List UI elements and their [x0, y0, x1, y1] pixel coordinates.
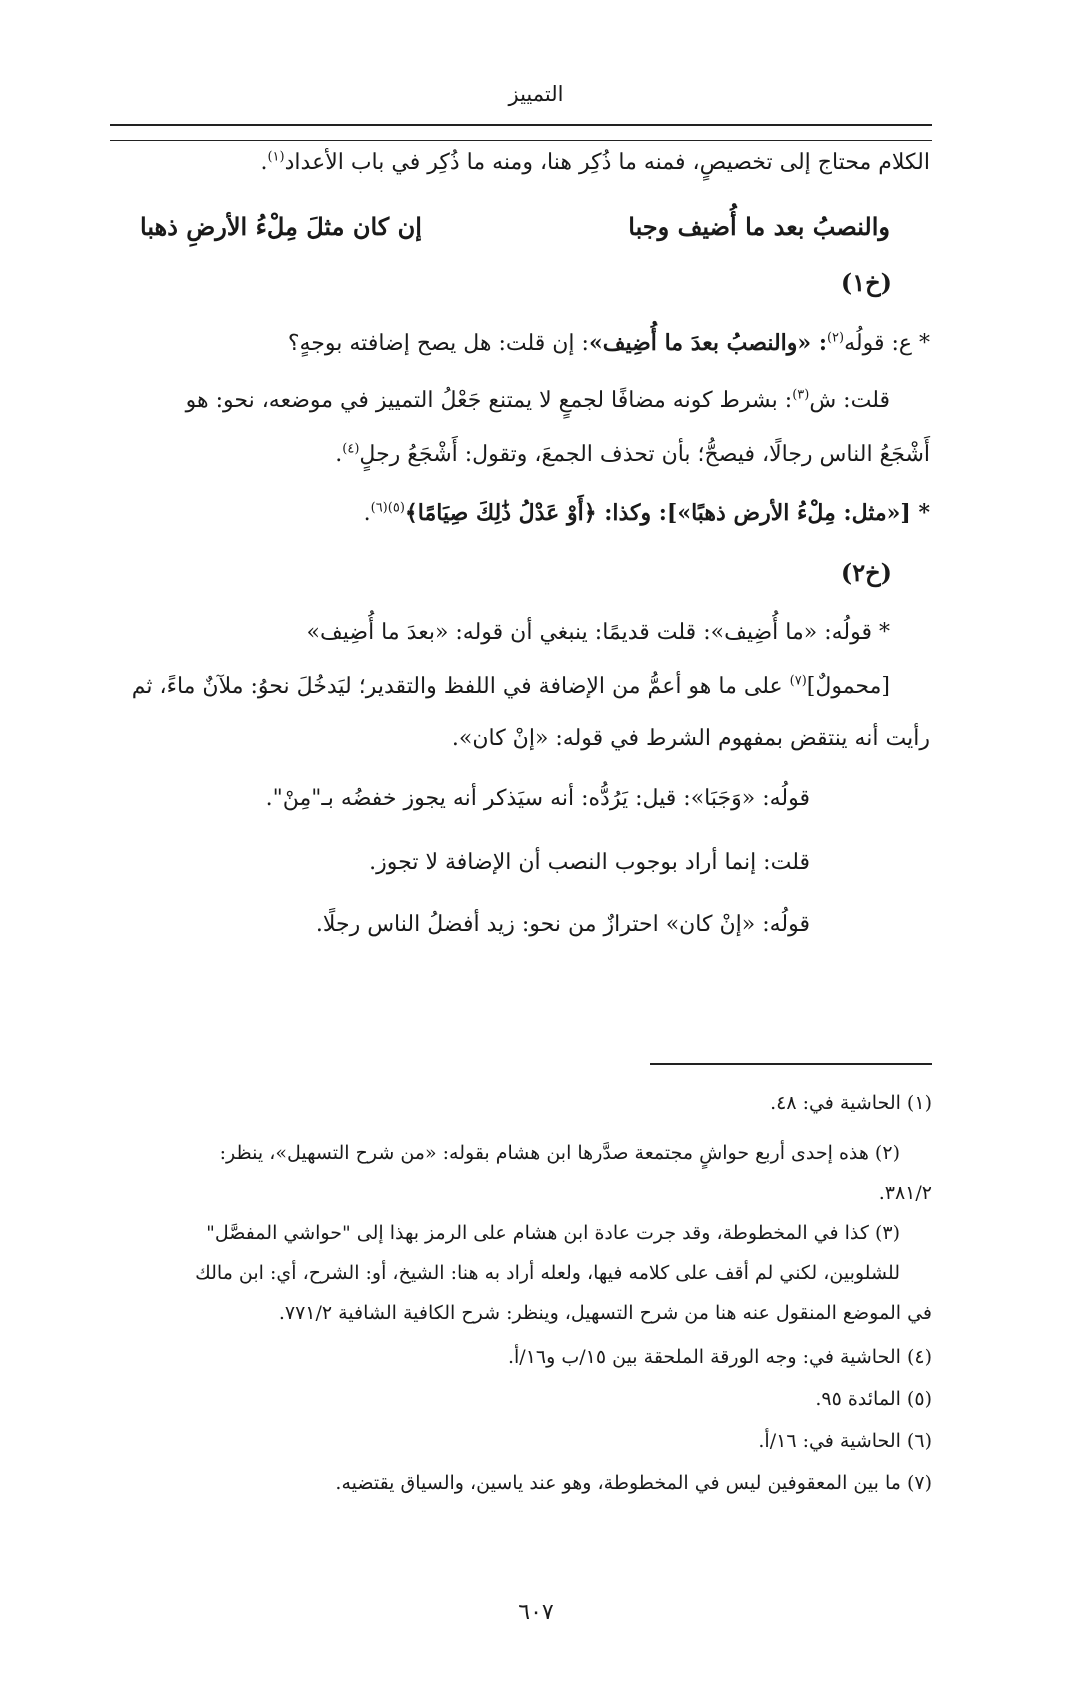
p4-line1: * قولُه: «ما أُضِيف»: قلت قديمًا: ينبغي أن قوله: «بعدَ ما أُضِيف» — [306, 620, 890, 645]
paragraph-1 — [160, 326, 930, 361]
paragraph-4-line-1 — [110, 616, 890, 650]
footnote-ref-3: (٣) — [792, 387, 810, 403]
p1-quote: : «والنصبُ بعدَ ما أُضِيف» — [588, 330, 827, 356]
paragraph-2-line-2: أَشْجَعُ الناس رجالًا، فيصحُّ؛ بأن تحذف الجمعَ، وتقول: أَشْجَعُ رجلٍ$^{(٤)}$. — [335, 441, 930, 467]
footnote-1: (١) الحاشية في: ٤٨. — [770, 1092, 932, 1114]
paragraph-7: قولُه: «إنْ كان» احترازٌ من نحو: زيد أفضلُ الناس رجلًا. — [315, 912, 810, 937]
footnote-ref-4: (٤) — [342, 441, 360, 457]
p1-lead: * ع: قولُه — [844, 331, 930, 356]
p2-lead: قلت: ش — [809, 388, 890, 413]
intro-end: . — [260, 150, 268, 175]
footnote-ref-7: (٧) — [789, 673, 807, 689]
intro-text: الكلام محتاج إلى تخصيصٍ، فمنه ما ذُكِر هنا، ومنه ما ذُكِر في باب الأعداد — [284, 150, 930, 175]
paragraph-2-line-1 — [110, 384, 890, 418]
footnote-ref-2: (٢) — [826, 330, 845, 346]
paragraph-6: قلت: إنما أراد بوجوب النصب أن الإضافة لا تجوز. — [369, 850, 810, 875]
footnote-6: (٦) الحاشية في: ١٦/أ. — [758, 1430, 932, 1452]
footnote-3-line-1: (٣) كذا في المخطوطة، وقد جرت عادة ابن هشام على الرمز بهذا إلى "حواشي المفصَّل" — [206, 1222, 900, 1244]
footnote-2-line-2: ٣٨١/٢. — [878, 1182, 932, 1204]
footnote-4: (٤) الحاشية في: وجه الورقة الملحقة بين ١٥/ب و١٦/أ. — [507, 1346, 932, 1368]
verse — [140, 212, 890, 252]
footnote-separator — [650, 1063, 932, 1065]
manuscript-marker-2: (خ٢) — [840, 558, 892, 587]
p3-text: * [«مثل: مِلْءُ الأرض ذهبًا»]: وكذا: ﴿أَوْ عَدْلُ ذَٰلِكَ صِيَامًا﴾ — [404, 500, 930, 526]
p2-line2: أَشْجَعُ الناس رجالًا، فيصحُّ؛ بأن تحذف الجمعَ، وتقول: أَشْجَعُ رجلٍ — [359, 442, 930, 467]
verse-first-half: والنصبُ بعد ما أُضيف وجبا — [628, 212, 890, 241]
p2-line1-rest: : بشرط كونه مضافًا لجمعٍ لا يمتنع جَعْلُ التمييز في موضعه، نحو: هو — [185, 388, 793, 413]
footnote-3-line-3: في الموضع المنقول عنه هنا من شرح التسهيل، وينظر: شرح الكافية الشافية ٧٧١/٢. — [278, 1302, 932, 1324]
running-header: التمييز — [508, 82, 564, 106]
header-rule-thin — [110, 140, 932, 141]
footnote-7: (٧) ما بين المعقوفين ليس في المخطوطة، وهو عند ياسين، والسياق يقتضيه. — [335, 1472, 932, 1494]
verse-second-half: إن كان مثلَ مِلْءُ الأرضِ ذهبا — [140, 212, 422, 241]
p1-rest: : إن قلت: هل يصح إضافته بوجهٍ؟ — [287, 331, 589, 356]
page-number: ٦٠٧ — [518, 1600, 554, 1625]
p4-line2-rest: على ما هو أعمُّ من الإضافة في اللفظ والتقدير؛ ليَدخُلَ نحوُ: ملآنٌ ماءً، ثم — [131, 674, 790, 699]
p4-bracket: [محمولٌ] — [806, 674, 890, 699]
footnote-ref-1: (١) — [267, 149, 285, 165]
footnote-ref-5-6: (٥)(٦) — [370, 500, 405, 516]
paragraph-3: * [«مثل: مِلْءُ الأرض ذهبًا»]: وكذا: ﴿أَوْ عَدْلُ ذَٰلِكَ صِيَامًا﴾$^{(٥)(٦)}$. — [363, 500, 930, 526]
paragraph-4-line-3: رأيت أنه ينتقض بمفهوم الشرط في قوله: «إنْ كان». — [451, 726, 930, 751]
paragraph-4-line-2 — [110, 670, 890, 704]
footnote-5: (٥) المائدة ٩٥. — [815, 1388, 932, 1410]
manuscript-marker-1: (خ١) — [840, 268, 892, 297]
intro-line — [110, 146, 930, 180]
header-rule-thick — [110, 124, 932, 126]
footnote-3-line-2: للشلوبين، لكني لم أقف على كلامه فيها، ولعله أراد به هنا: الشيخ، أو: الشرح، أي: ابن مالك — [195, 1262, 900, 1284]
paragraph-5: قولُه: «وَجَبَا»: قيل: يَرُدُّه: أنه سيَذكر أنه يجوز خفضُه بـ"مِنْ". — [265, 786, 810, 811]
footnote-2-line-1: (٢) هذه إحدى أربع حواشٍ مجتمعة صدَّرها ابن هشام بقوله: «من شرح التسهيل»، ينظر: — [219, 1142, 900, 1164]
